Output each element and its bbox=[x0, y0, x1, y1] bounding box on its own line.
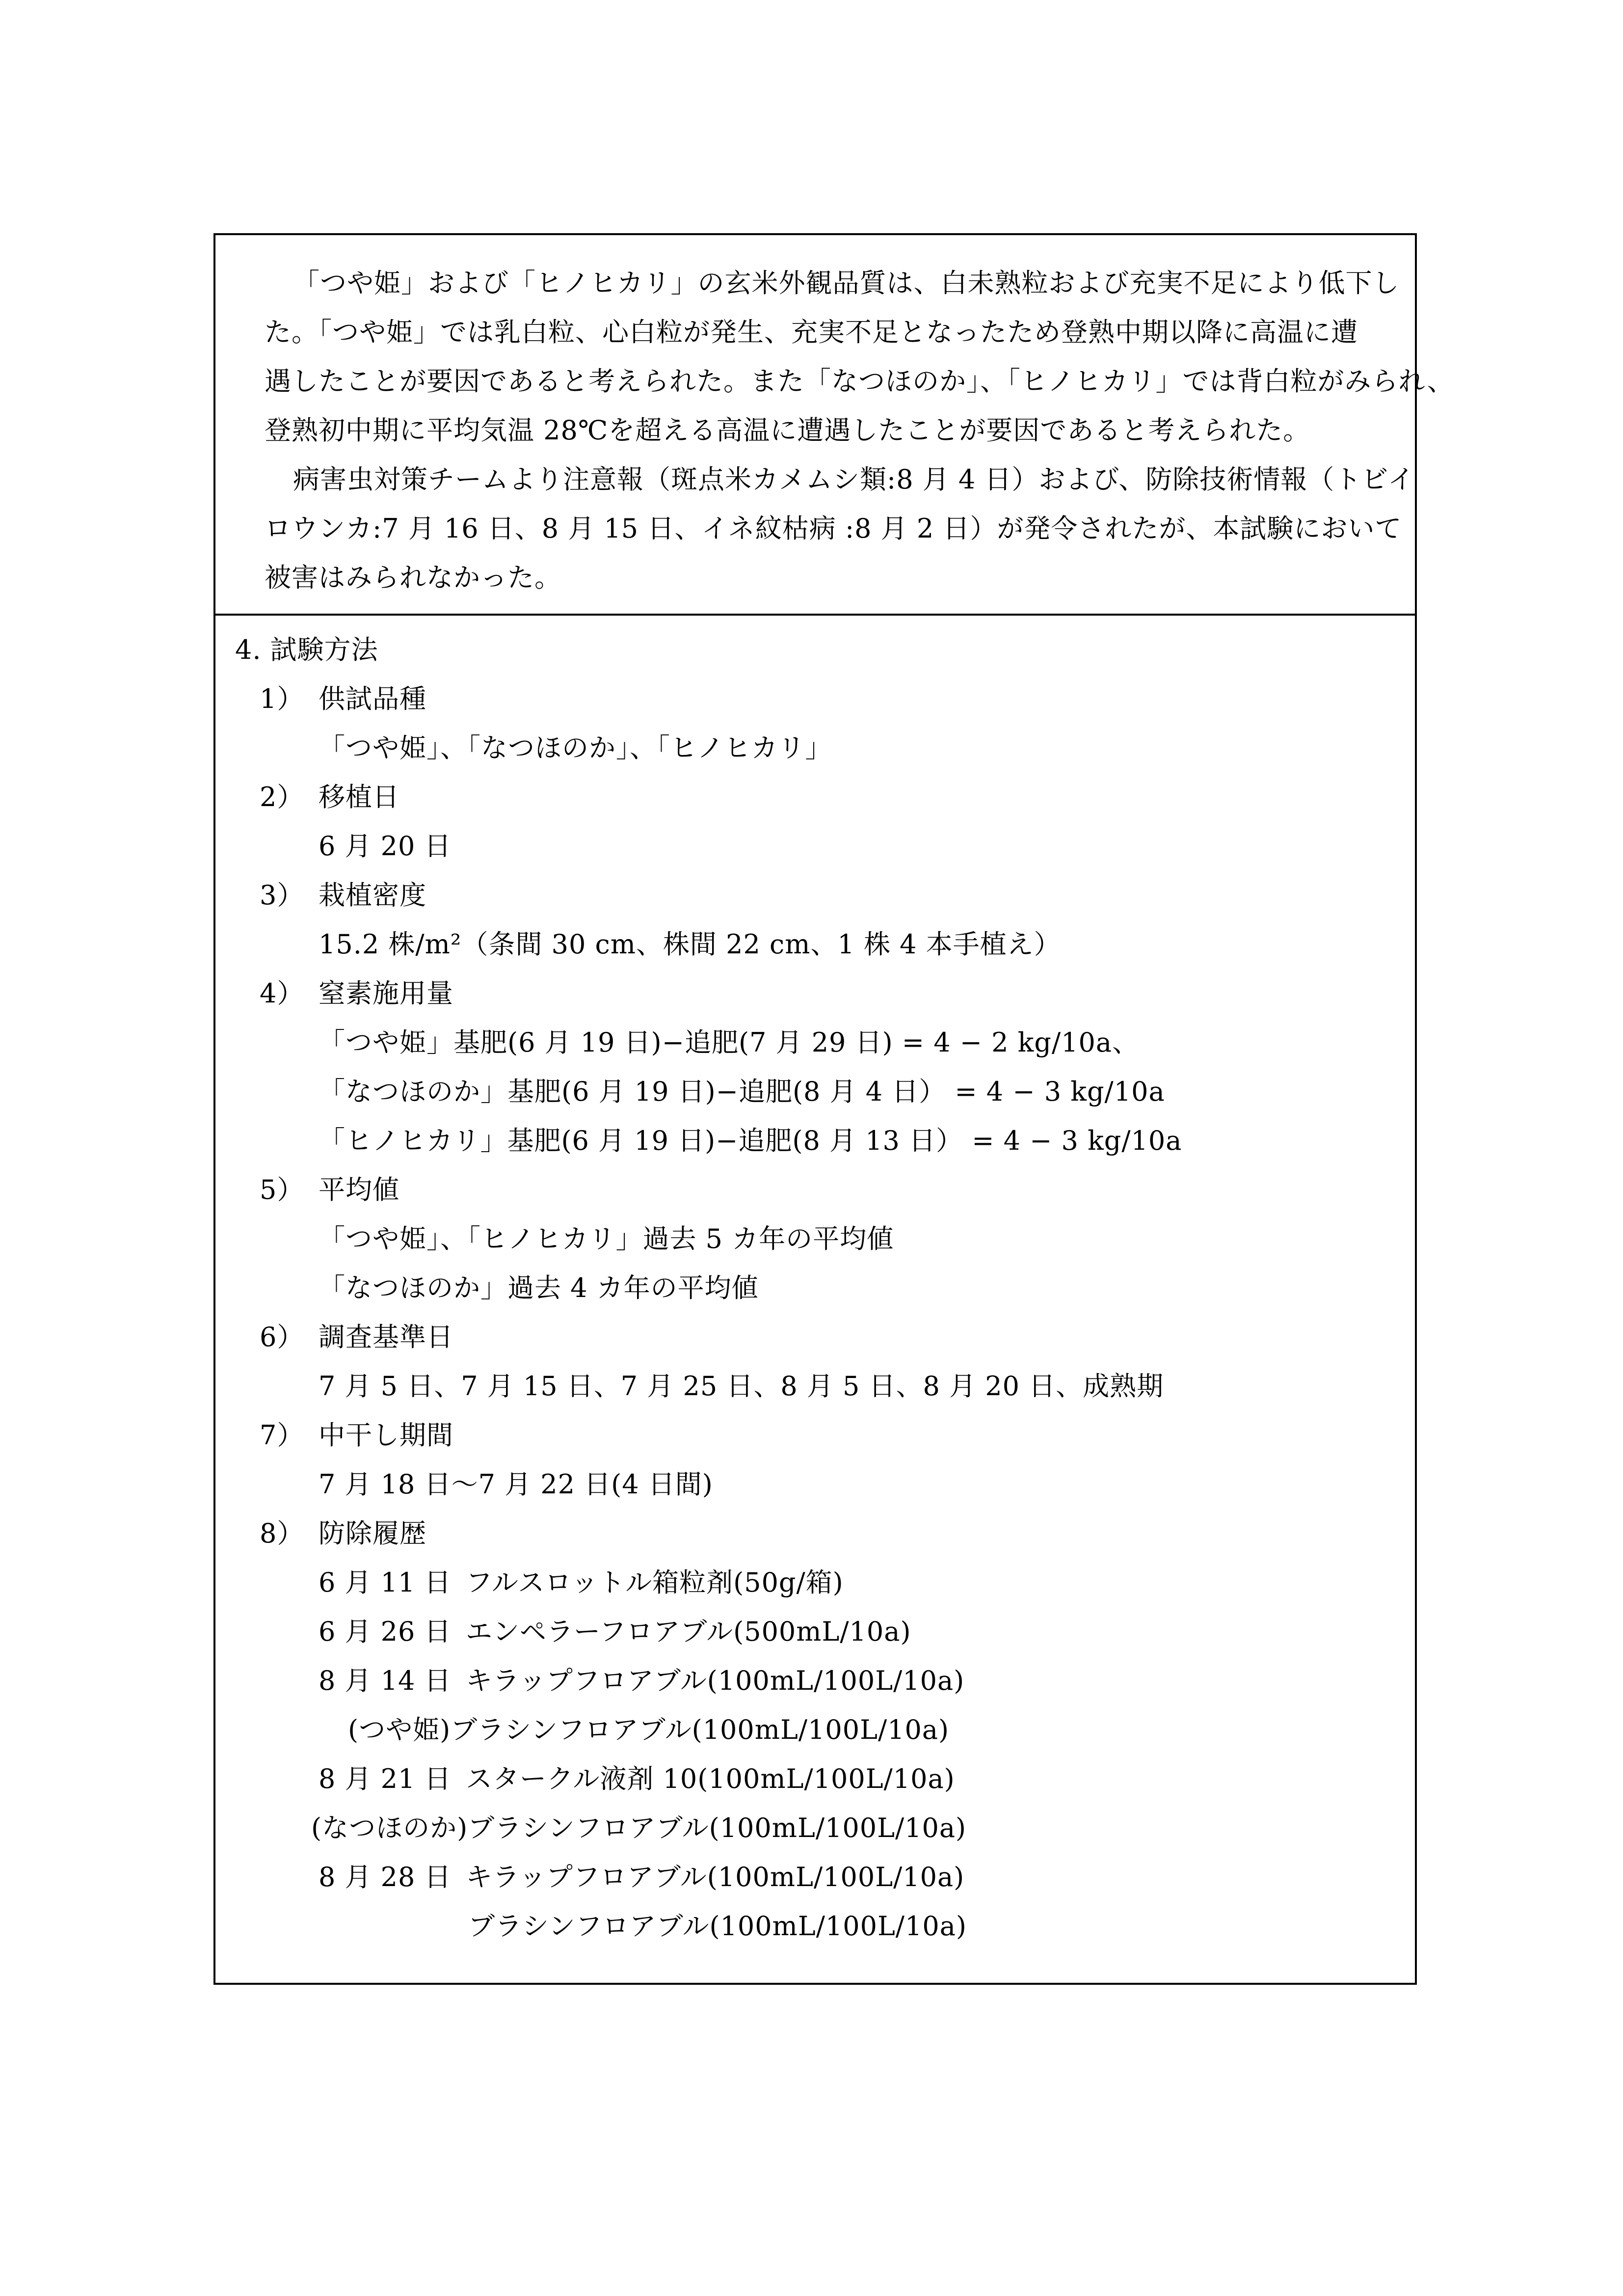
spray-product: ブラシンフロアブル(100mL/100L/10a) bbox=[451, 1714, 950, 1745]
spray-date: 8 月 14 日 bbox=[319, 1665, 452, 1696]
method-detail: 「なつほのか」過去 4 カ年の平均値 bbox=[319, 1272, 759, 1303]
item-number: 5） bbox=[260, 1174, 304, 1205]
summary-paragraph-quality bbox=[265, 259, 1454, 455]
text-line: 登熟初中期に平均気温 28℃を超える高温に遭遇したことが要因であると考えられた。 bbox=[265, 415, 1310, 446]
spray-date: 8 月 28 日 bbox=[319, 1862, 452, 1892]
method-item-title bbox=[260, 1421, 453, 1450]
spray-date: 6 月 26 日 bbox=[319, 1616, 452, 1647]
item-number: 3） bbox=[260, 880, 304, 911]
item-number: 2） bbox=[260, 782, 304, 812]
spray-record bbox=[319, 1568, 844, 1597]
method-detail: 「ヒノヒカリ」基肥(6 月 19 日)−追肥(8 月 13 日） = 4 − 3 kg/10a bbox=[319, 1125, 1182, 1156]
method-detail: 「つや姫」基肥(6 月 19 日)−追肥(7 月 29 日) = 4 − 2 kg/10a、 bbox=[319, 1027, 1140, 1058]
spray-variety: (なつほのか) bbox=[311, 1812, 468, 1843]
spray-product: エンペラーフロアブル(500mL/10a) bbox=[466, 1616, 911, 1647]
item-title: 防除履歴 bbox=[319, 1518, 426, 1549]
item-number: 7） bbox=[260, 1420, 304, 1451]
item-number: 4） bbox=[260, 978, 304, 1009]
spray-product: ブラシンフロアブル(100mL/100L/10a) bbox=[468, 1812, 967, 1843]
method-detail: 「つや姫」、「ヒノヒカリ」過去 5 カ年の平均値 bbox=[319, 1223, 894, 1254]
spray-product: キラップフロアブル(100mL/100L/10a) bbox=[466, 1862, 965, 1892]
text-line: 遇したことが要因であると考えられた。また「なつほのか」、「ヒノヒカリ」では背白粒がみられ、 bbox=[265, 366, 1454, 397]
spray-product: スタークル液剤 10(100mL/100L/10a) bbox=[466, 1763, 955, 1794]
method-item-title bbox=[260, 1519, 426, 1548]
spray-record bbox=[311, 1813, 966, 1843]
method-detail: 15.2 株/m²（条間 30 cm、株間 22 cm、1 株 4 本手植え） bbox=[319, 929, 1061, 960]
spray-product: フルスロットル箱粒剤(50g/箱) bbox=[466, 1567, 844, 1598]
section-heading: 4. 試験方法 bbox=[235, 634, 378, 665]
spray-record bbox=[319, 1863, 964, 1892]
method-item-title bbox=[260, 1175, 399, 1205]
method-item-title bbox=[260, 783, 399, 812]
spray-record bbox=[468, 1912, 967, 1941]
spray-date: 8 月 21 日 bbox=[319, 1763, 452, 1794]
item-number: 8） bbox=[260, 1518, 304, 1549]
item-title: 調査基準日 bbox=[319, 1322, 453, 1352]
method-detail: 6 月 20 日 bbox=[319, 831, 452, 862]
spray-product: キラップフロアブル(100mL/100L/10a) bbox=[466, 1665, 965, 1696]
item-title: 移植日 bbox=[319, 782, 399, 812]
item-number: 6） bbox=[260, 1322, 304, 1352]
spray-record bbox=[348, 1715, 949, 1745]
spray-record bbox=[319, 1666, 964, 1696]
summary-paragraph-pests bbox=[265, 455, 1415, 602]
method-item-title bbox=[260, 979, 453, 1008]
item-number: 1） bbox=[260, 683, 304, 714]
spray-variety: (つや姫) bbox=[348, 1714, 451, 1745]
text-line: ロウンカ:7 月 16 日、8 月 15 日、イネ紋枯病 :8 月 2 日）が発令されたが、本試験において bbox=[265, 513, 1402, 544]
method-detail: 「なつほのか」基肥(6 月 19 日)−追肥(8 月 4 日） = 4 − 3 kg/10a bbox=[319, 1076, 1165, 1107]
spray-record bbox=[319, 1764, 955, 1794]
method-item-title bbox=[260, 881, 426, 910]
item-title: 供試品種 bbox=[319, 683, 426, 714]
method-item-title bbox=[260, 684, 426, 714]
item-title: 平均値 bbox=[319, 1174, 399, 1205]
text-line: 被害はみられなかった。 bbox=[265, 562, 561, 593]
spray-record bbox=[319, 1617, 911, 1647]
method-detail: 「つや姫」、「なつほのか」、「ヒノヒカリ」 bbox=[319, 732, 832, 763]
spray-product: ブラシンフロアブル(100mL/100L/10a) bbox=[468, 1911, 967, 1942]
method-item-title bbox=[260, 1323, 453, 1352]
text-line: た。「つや姫」では乳白粒、心白粒が発生、充実不足となったため登熟中期以降に高温に遭 bbox=[265, 317, 1358, 348]
document-frame bbox=[213, 233, 1454, 1985]
text-line: 病害虫対策チームより注意報（斑点米カメムシ類:8 月 4 日）および、防除技術情報（トビイ bbox=[293, 464, 1415, 495]
item-title: 栽植密度 bbox=[319, 880, 426, 911]
method-detail: 7 月 5 日、7 月 15 日、7 月 25 日、8 月 5 日、8 月 20 日、成熟期 bbox=[319, 1371, 1164, 1402]
results-summary-section bbox=[215, 235, 1454, 616]
method-detail: 7 月 18 日〜7 月 22 日(4 日間) bbox=[319, 1469, 713, 1500]
item-title: 中干し期間 bbox=[319, 1420, 453, 1451]
spray-date: 6 月 11 日 bbox=[319, 1567, 452, 1598]
text-line: 「つや姫」および「ヒノヒカリ」の玄米外観品質は、白未熟粒および充実不足により低下し bbox=[293, 268, 1400, 298]
item-title: 窒素施用量 bbox=[319, 978, 453, 1009]
